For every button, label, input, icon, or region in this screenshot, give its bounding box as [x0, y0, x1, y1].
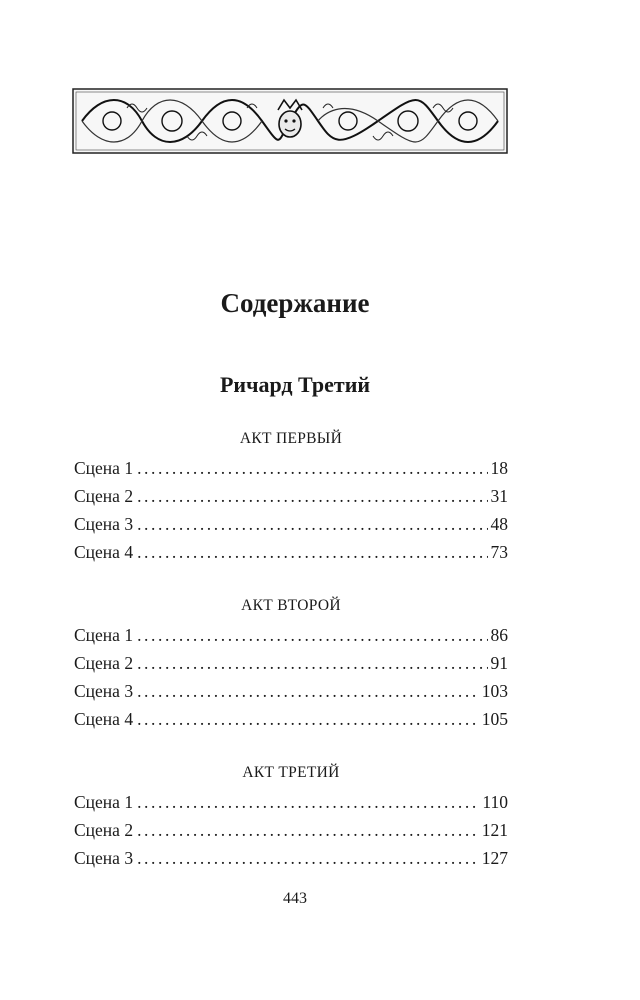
toc-entry[interactable]	[74, 458, 508, 486]
page-number: 91	[490, 653, 508, 673]
play-title: Ричард Третий	[219, 372, 371, 397]
page-number: 103	[481, 681, 508, 701]
act-heading: АКТ ПЕРВЫЙ	[239, 430, 343, 447]
dot-leader	[137, 653, 487, 674]
page-title: Содержание	[220, 288, 370, 318]
dot-leader	[137, 709, 479, 730]
scene-label: Сцена 1	[74, 458, 134, 478]
scene-label: Сцена 3	[74, 848, 134, 868]
dot-leader	[137, 820, 479, 841]
page-number: 121	[481, 820, 508, 840]
dot-leader	[137, 514, 487, 535]
dot-leader	[137, 458, 487, 479]
act-heading: АКТ ВТОРОЙ	[241, 597, 341, 614]
toc-entry[interactable]	[74, 681, 508, 709]
page-number: 18	[490, 458, 508, 478]
toc-entry[interactable]	[74, 848, 508, 876]
page-number: 31	[490, 486, 508, 506]
floral-ornament-icon	[72, 88, 508, 154]
scene-label: Сцена 3	[74, 681, 134, 701]
dot-leader	[137, 625, 487, 646]
dot-leader	[137, 542, 487, 563]
page-number: 127	[481, 848, 508, 868]
dot-leader	[137, 681, 479, 702]
dot-leader	[137, 792, 479, 813]
page-number: 73	[490, 542, 508, 562]
page-number: 48	[490, 514, 508, 534]
dot-leader	[137, 848, 479, 869]
dot-leader	[137, 486, 487, 507]
toc-entry[interactable]	[74, 625, 508, 653]
scene-label: Сцена 4	[74, 542, 134, 562]
toc-entry[interactable]	[74, 709, 508, 737]
scene-label: Сцена 2	[74, 653, 134, 673]
act-heading: АКТ ТРЕТИЙ	[242, 764, 340, 781]
scene-label: Сцена 2	[74, 820, 134, 840]
toc-entry[interactable]	[74, 514, 508, 542]
toc-entry[interactable]	[74, 792, 508, 820]
scene-label: Сцена 4	[74, 709, 134, 729]
toc-entry[interactable]	[74, 486, 508, 514]
toc-entry[interactable]	[74, 820, 508, 848]
toc-entry[interactable]	[74, 653, 508, 681]
scene-label: Сцена 1	[74, 792, 134, 812]
page-folio: 443	[283, 890, 307, 907]
scene-label: Сцена 3	[74, 514, 134, 534]
page-number: 105	[481, 709, 508, 729]
scene-label: Сцена 2	[74, 486, 134, 506]
scene-label: Сцена 1	[74, 625, 134, 645]
page-number: 86	[490, 625, 508, 645]
page-number: 110	[482, 792, 508, 812]
toc-entry[interactable]	[74, 542, 508, 570]
